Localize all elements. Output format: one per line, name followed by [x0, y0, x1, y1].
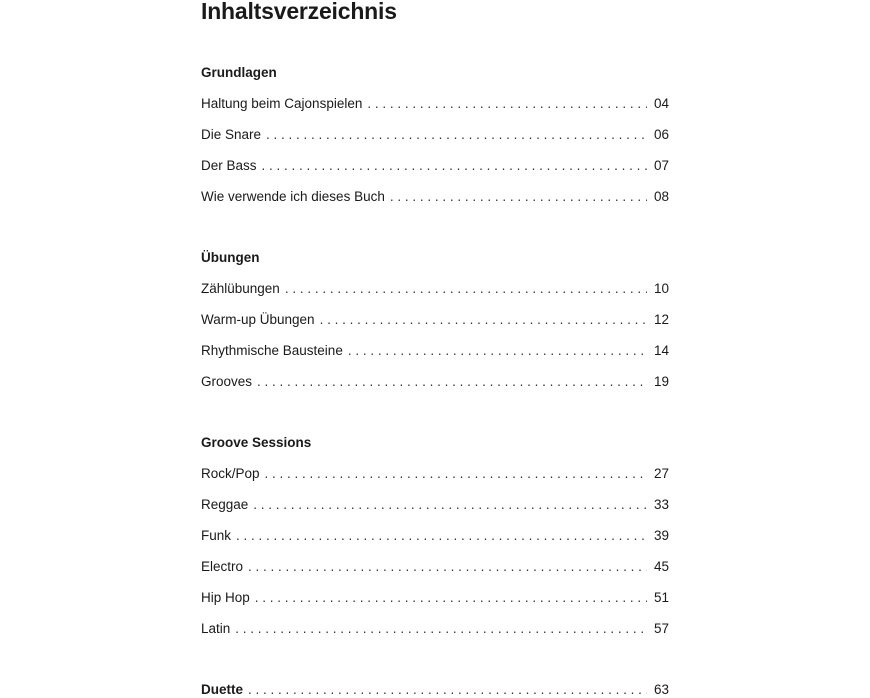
section-heading-groove-sessions: Groove Sessions — [201, 435, 312, 450]
toc-entry-page: 04 — [653, 96, 669, 111]
toc-entry-page: 27 — [653, 466, 669, 481]
toc-entry[interactable] — [201, 528, 669, 544]
dot-leader — [265, 466, 647, 482]
toc-entry-page: 06 — [653, 127, 669, 142]
section-heading-grundlagen: Grundlagen — [201, 65, 277, 80]
dot-leader — [320, 312, 647, 328]
toc-entry-label: Latin — [201, 621, 231, 636]
toc-entry-page: 14 — [653, 343, 669, 358]
toc-entry-page: 19 — [653, 374, 669, 389]
toc-entry[interactable] — [201, 96, 669, 112]
toc-entry-label: Rock/Pop — [201, 466, 260, 481]
dot-leader — [255, 590, 647, 606]
toc-entry-label: Funk — [201, 528, 232, 543]
toc-entry[interactable] — [201, 497, 669, 513]
toc-entry-label: Zählübungen — [201, 281, 280, 296]
toc-entry-label: Hip Hop — [201, 590, 250, 605]
toc-entry-page: 08 — [653, 189, 669, 204]
toc-entry[interactable] — [201, 374, 669, 390]
dot-leader — [285, 281, 647, 297]
dot-leader — [248, 559, 647, 575]
toc-entry-label: Grooves — [201, 374, 253, 389]
toc-entry-label: Electro — [201, 559, 244, 574]
toc-entry-label: Haltung beim Cajonspielen — [201, 96, 363, 111]
dot-leader — [390, 189, 647, 205]
toc-entry-page: 07 — [653, 158, 669, 173]
dot-leader — [367, 96, 647, 112]
toc-entry-page: 45 — [653, 559, 669, 574]
dot-leader — [253, 497, 647, 513]
toc-entry-label: Warm-up Übungen — [201, 312, 315, 327]
toc-entry-page: 39 — [653, 528, 669, 543]
dot-leader — [262, 158, 647, 174]
page-title: Inhaltsverzeichnis — [201, 0, 397, 24]
toc-entry[interactable] — [201, 312, 669, 328]
dot-leader — [257, 374, 647, 390]
toc-entry[interactable] — [201, 343, 669, 359]
toc-entry[interactable] — [201, 127, 669, 143]
toc-entry[interactable] — [201, 189, 669, 205]
toc-entry-label: Rhythmische Bausteine — [201, 343, 343, 358]
toc-entry[interactable] — [201, 621, 669, 637]
toc-entry-page: 57 — [653, 621, 669, 636]
toc-entry-label: Reggae — [201, 497, 249, 512]
toc-entry-label: Die Snare — [201, 127, 262, 142]
toc-entry[interactable] — [201, 158, 669, 174]
toc-entry-label: Wie verwende ich dieses Buch — [201, 189, 385, 204]
toc-entry[interactable] — [201, 281, 669, 297]
toc-entry-page: 63 — [653, 682, 669, 697]
toc-entry[interactable] — [201, 590, 669, 606]
dot-leader — [266, 127, 647, 143]
dot-leader — [236, 528, 647, 544]
toc-entry-label: Der Bass — [201, 158, 257, 173]
toc-entry[interactable] — [201, 466, 669, 482]
toc-entry-page: 10 — [653, 281, 669, 296]
toc-entry-page: 51 — [653, 590, 669, 605]
toc-entry-label: Duette — [201, 682, 244, 697]
section-heading-uebungen: Übungen — [201, 250, 260, 265]
toc-entry-page: 33 — [653, 497, 669, 512]
toc-entry-page: 12 — [653, 312, 669, 327]
dot-leader — [235, 621, 647, 637]
toc-entry[interactable] — [201, 559, 669, 575]
dot-leader — [348, 343, 647, 359]
